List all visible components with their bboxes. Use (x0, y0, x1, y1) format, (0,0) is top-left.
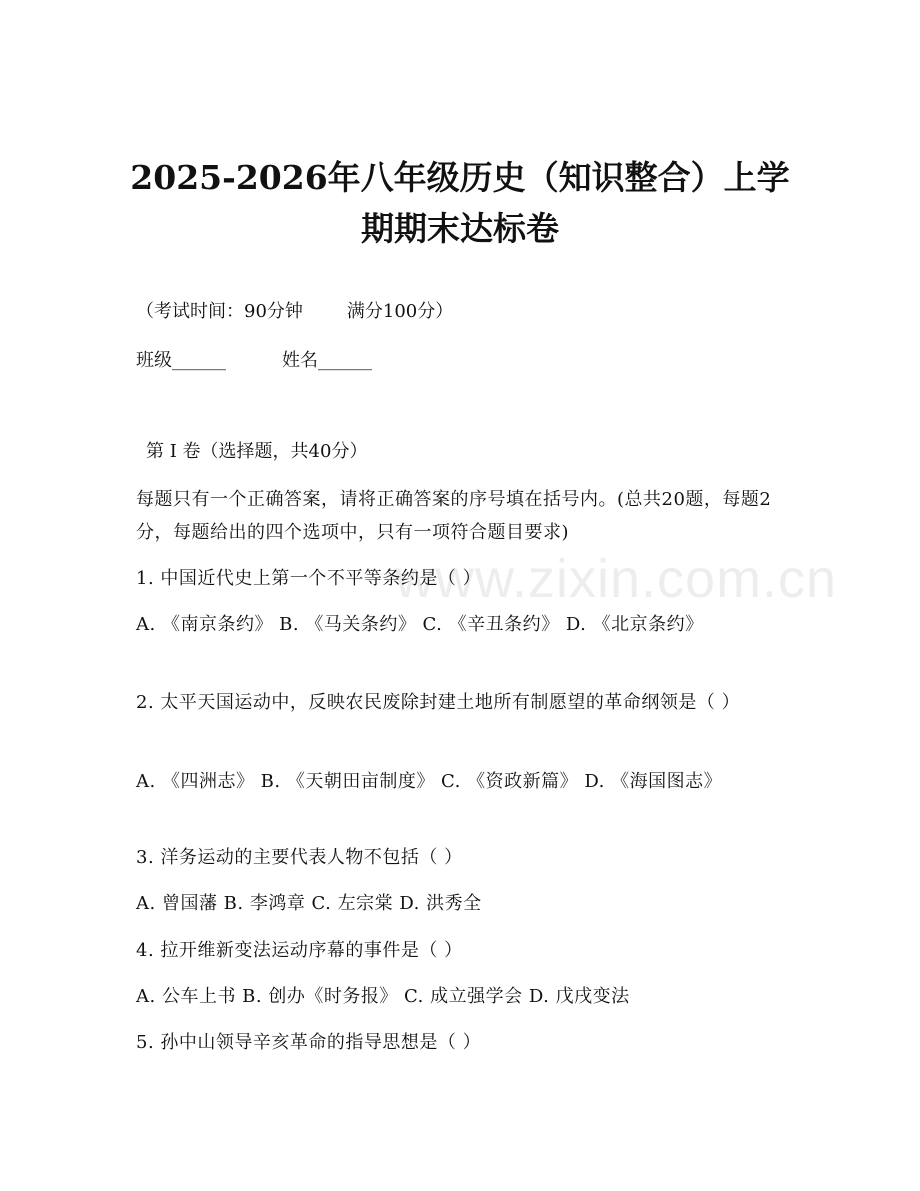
question-3-options: A. 曾国藩 B. 李鸿章 C. 左宗棠 D. 洪秀全 (136, 893, 482, 914)
question-2-stem: 2. 太平天国运动中，反映农民废除封建土地所有制愿望的革命纲领是（ ） (136, 692, 741, 713)
question-1-stem: 1. 中国近代史上第一个不平等条约是（ ） (136, 568, 482, 589)
class-field[interactable]: 班级______ (136, 350, 226, 371)
question-4-options: A. 公车上书 B. 创办《时务报》 C. 成立强学会 D. 戊戌变法 (136, 986, 630, 1007)
watermark: www.zixin.com.cn (395, 549, 838, 609)
question-5-stem: 5. 孙中山领导辛亥革命的指导思想是（ ） (136, 1032, 482, 1053)
exam-info (136, 297, 453, 327)
exam-time: （考试时间：90分钟 (136, 301, 303, 322)
exam-title-line-2: 期期末达标卷 (361, 209, 559, 248)
exam-title-line-1: 2025-2026年八年级历史（知识整合）上学 (130, 158, 790, 197)
question-2-options: A. 《四洲志》 B. 《天朝田亩制度》 C. 《资政新篇》 D. 《海国图志》 (136, 771, 723, 792)
student-info (136, 346, 372, 376)
name-field[interactable]: 姓名______ (282, 350, 372, 371)
full-score: 满分100分） (346, 301, 454, 322)
question-3-stem: 3. 洋务运动的主要代表人物不包括（ ） (136, 847, 463, 868)
question-4-stem: 4. 拉开维新变法运动序幕的事件是（ ） (136, 940, 463, 961)
instructions: 每题只有一个正确答案，请将正确答案的序号填在括号内。(总共20题，每题2分，每题给出的四个选项中，只有一项符合题目要求) (136, 489, 772, 543)
question-1-options: A. 《南京条约》 B. 《马关条约》 C. 《辛丑条约》 D. 《北京条约》 (136, 614, 704, 635)
section-heading: 第 I 卷（选择题，共40分） (146, 441, 368, 462)
